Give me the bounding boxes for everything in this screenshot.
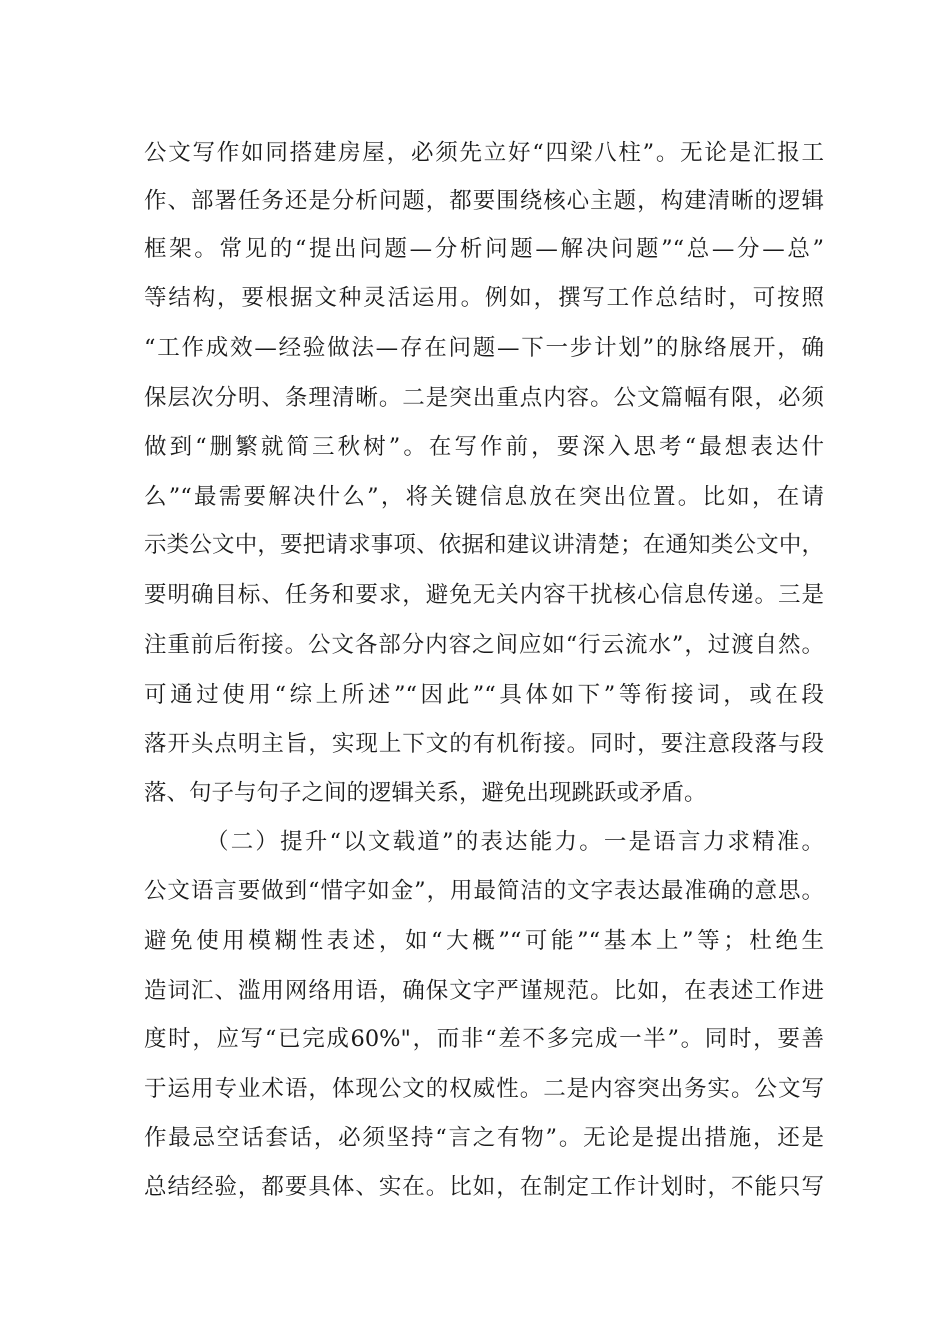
text-line: 么”“最需要解决什么”，将关键信息放在突出位置。比如，在请 <box>144 484 824 510</box>
section-heading: （二）提升“以文载道”的表达能力。一是语言力求精准。 <box>206 829 824 855</box>
text-line: 避免使用模糊性表述，如“大概”“可能”“基本上”等；杜绝生 <box>144 928 824 954</box>
text-line: 公文写作如同搭建房屋，必须先立好“四梁八柱”。无论是汇报工 <box>144 140 824 166</box>
text-line: 可通过使用“综上所述”“因此”“具体如下”等衔接词，或在段 <box>144 682 824 708</box>
text-line: 要明确目标、任务和要求，避免无关内容干扰核心信息传递。三是 <box>144 582 824 608</box>
text-line: 造词汇、滥用网络用语，确保文字严谨规范。比如，在表述工作进 <box>144 978 824 1004</box>
text-line: “工作成效—经验做法—存在问题—下一步计划”的脉络展开，确 <box>144 335 824 361</box>
text-line: 注重前后衔接。公文各部分内容之间应如“行云流水”，过渡自然。 <box>144 632 824 658</box>
text-line: 示类公文中，要把请求事项、依据和建议讲清楚；在通知类公文中， <box>144 532 824 558</box>
text-line: 作、部署任务还是分析问题，都要围绕核心主题，构建清晰的逻辑 <box>144 188 824 214</box>
text-line: 于运用专业术语，体现公文的权威性。二是内容突出务实。公文写 <box>144 1076 824 1102</box>
text-line: 框架。常见的“提出问题—分析问题—解决问题”“总—分—总” <box>144 236 824 262</box>
text-line: 保层次分明、条理清晰。二是突出重点内容。公文篇幅有限，必须 <box>144 385 824 411</box>
text-line: 做到“删繁就简三秋树”。在写作前，要深入思考“最想表达什 <box>144 434 824 460</box>
text-line: 落、句子与句子之间的逻辑关系，避免出现跳跃或矛盾。 <box>144 780 707 806</box>
text-line: 作最忌空话套话，必须坚持“言之有物”。无论是提出措施，还是 <box>144 1125 824 1151</box>
text-line: 等结构，要根据文种灵活运用。例如，撰写工作总结时，可按照 <box>144 285 824 311</box>
text-line: 度时，应写“已完成60%"，而非“差不多完成一半”。同时，要善 <box>144 1026 824 1052</box>
text-line: 落开头点明主旨，实现上下文的有机衔接。同时，要注意段落与段 <box>144 731 824 757</box>
text-line: 总结经验，都要具体、实在。比如，在制定工作计划时，不能只写 <box>144 1174 824 1200</box>
text-line: 公文语言要做到“惜字如金”，用最简洁的文字表达最准确的意思。 <box>144 878 824 904</box>
